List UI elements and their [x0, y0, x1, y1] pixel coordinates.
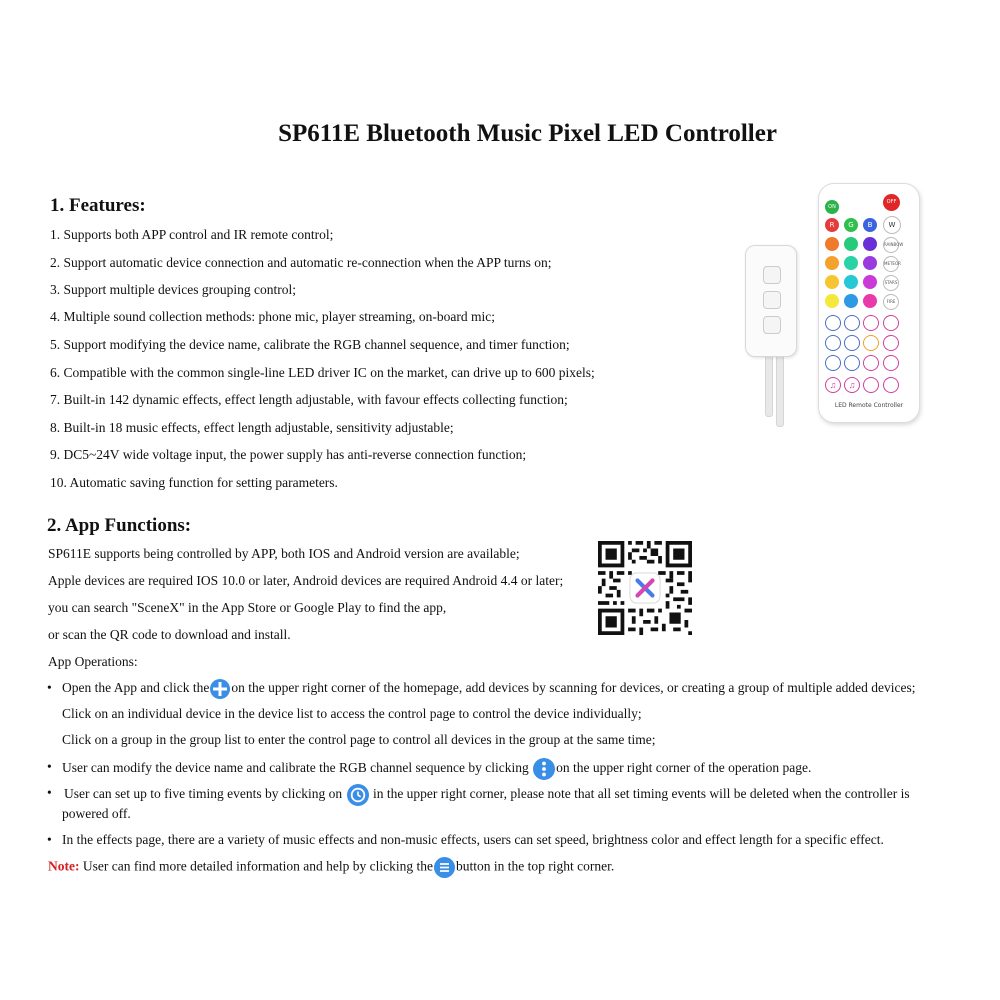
sensitivity-icon [883, 377, 899, 393]
w-button: W [883, 216, 901, 234]
menu-list-icon [434, 857, 455, 878]
cable [765, 355, 773, 417]
color-button [863, 237, 877, 251]
page-title: SP611E Bluetooth Music Pixel LED Controller [278, 120, 777, 147]
app-functions-heading: 2. App Functions: [47, 515, 192, 536]
mode-icon [825, 355, 841, 371]
effect-icon [883, 335, 899, 351]
bullet-dot: • [47, 785, 52, 800]
remote-caption: LED Remote Controller [834, 402, 904, 409]
fire-button: FIRE [883, 294, 899, 310]
controller-button [763, 291, 781, 309]
feature-item: 8. Built-in 18 music effects, effect length adjustable, sensitivity adjustable; [50, 420, 454, 435]
on-button: ON [825, 200, 839, 214]
features-heading: 1. Features: [50, 195, 146, 216]
note-label: Note: [48, 858, 80, 874]
color-button [844, 256, 858, 270]
feature-item: 7. Built-in 142 dynamic effects, effect length adjustable, with favour effects collecting function; [50, 392, 568, 407]
color-button [825, 256, 839, 270]
bullet-dot: • [47, 680, 52, 695]
feature-item: 9. DC5~24V wide voltage input, the power supply has anti-reverse connection function; [50, 447, 527, 462]
music-icon: ♫ [844, 377, 860, 393]
speed-icon [863, 315, 879, 331]
bullet-dot: • [47, 759, 52, 774]
app-intro-line: you can search "SceneX" in the App Store or Google Play to find the app, [48, 600, 447, 615]
cable [776, 355, 784, 427]
controller-button [763, 316, 781, 334]
app-operation-line: powered off. [62, 806, 131, 821]
bullet2-text-b: on the upper right corner of the operation page. [556, 760, 812, 776]
feature-item: 2. Support automatic device connection and automatic re-connection when the APP turns on; [50, 255, 552, 270]
bullet1-text-a: Open the App and click the [62, 680, 210, 696]
app-intro-line: Apple devices are required IOS 10.0 or later, Android devices are required Android 4.4 or later; [48, 573, 564, 588]
bullet3-text-a: User can set up to five timing events by clicking on [64, 786, 343, 802]
app-operation-item [64, 784, 910, 806]
bullet-dot: • [47, 832, 52, 847]
color-button [844, 275, 858, 289]
mode-icon [844, 355, 860, 371]
arrow-up-icon [825, 315, 841, 331]
app-operation-item [62, 758, 811, 780]
app-operation-item: In the effects page, there are a variety of music effects and non-music effects, users can set speed, brightness color and effect length for a specific effect. [62, 832, 884, 847]
feature-item: 4. Multiple sound collection methods: phone mic, player streaming, on-board mic; [50, 309, 496, 324]
more-vertical-icon [533, 758, 555, 780]
app-intro-line: SP611E supports being controlled by APP, both IOS and Android version are available; [48, 546, 520, 561]
color-button [825, 275, 839, 289]
note-line [48, 857, 614, 878]
clock-icon [347, 784, 369, 806]
controller-box [745, 245, 797, 357]
controller-button [763, 266, 781, 284]
app-operations-label: App Operations: [48, 654, 138, 669]
feature-item: 10. Automatic saving function for setting parameters. [50, 475, 338, 490]
g-button: G [844, 218, 858, 232]
effect-icon [883, 315, 899, 331]
app-intro-line: or scan the QR code to download and install. [48, 627, 291, 642]
color-button [825, 294, 839, 308]
app-operation-line: Click on an individual device in the device list to access the control page to control the device individually; [62, 706, 642, 721]
arrow-up-icon [844, 315, 860, 331]
stars-button: STARS [883, 275, 899, 291]
arrow-down-icon [844, 335, 860, 351]
b-button: B [863, 218, 877, 232]
bullet2-text-a: User can modify the device name and calibrate the RGB channel sequence by clicking [62, 760, 529, 776]
app-operation-line: Click on a group in the group list to enter the control page to control all devices in the group at the same time; [62, 732, 656, 747]
brightness-icon [863, 335, 879, 351]
color-button [863, 294, 877, 308]
rainbow-button: RAINBOW [883, 237, 899, 253]
color-button [844, 237, 858, 251]
color-button [844, 294, 858, 308]
feature-item: 1. Supports both APP control and IR remote control; [50, 227, 334, 242]
color-button [863, 256, 877, 270]
color-button [863, 275, 877, 289]
sensitivity-icon [863, 377, 879, 393]
length-icon [883, 355, 899, 371]
plus-icon [210, 679, 230, 699]
r-button: R [825, 218, 839, 232]
app-operation-item [62, 679, 915, 699]
meteor-button: METEOR [883, 256, 899, 272]
bullet3-text-b: in the upper right corner, please note that all set timing events will be deleted when the controller is [372, 786, 910, 802]
remote-image [818, 183, 920, 423]
feature-item: 3. Support multiple devices grouping control; [50, 282, 296, 297]
music-mode-icon [863, 355, 879, 371]
qr-code [598, 541, 692, 635]
feature-item: 6. Compatible with the common single-line LED driver IC on the market, can drive up to 600 pixels; [50, 365, 595, 380]
arrow-down-icon [825, 335, 841, 351]
note-text-a: User can find more detailed information and help by clicking the [79, 858, 433, 874]
bullet1-text-b: on the upper right corner of the homepage, add devices by scanning for devices, or creating a group of multiple added devices; [231, 680, 916, 696]
feature-item: 5. Support modifying the device name, calibrate the RGB channel sequence, and timer function; [50, 337, 570, 352]
color-button [825, 237, 839, 251]
note-text-b: button in the top right corner. [456, 858, 615, 874]
music-icon: ♫ [825, 377, 841, 393]
off-button: OFF [883, 194, 900, 211]
